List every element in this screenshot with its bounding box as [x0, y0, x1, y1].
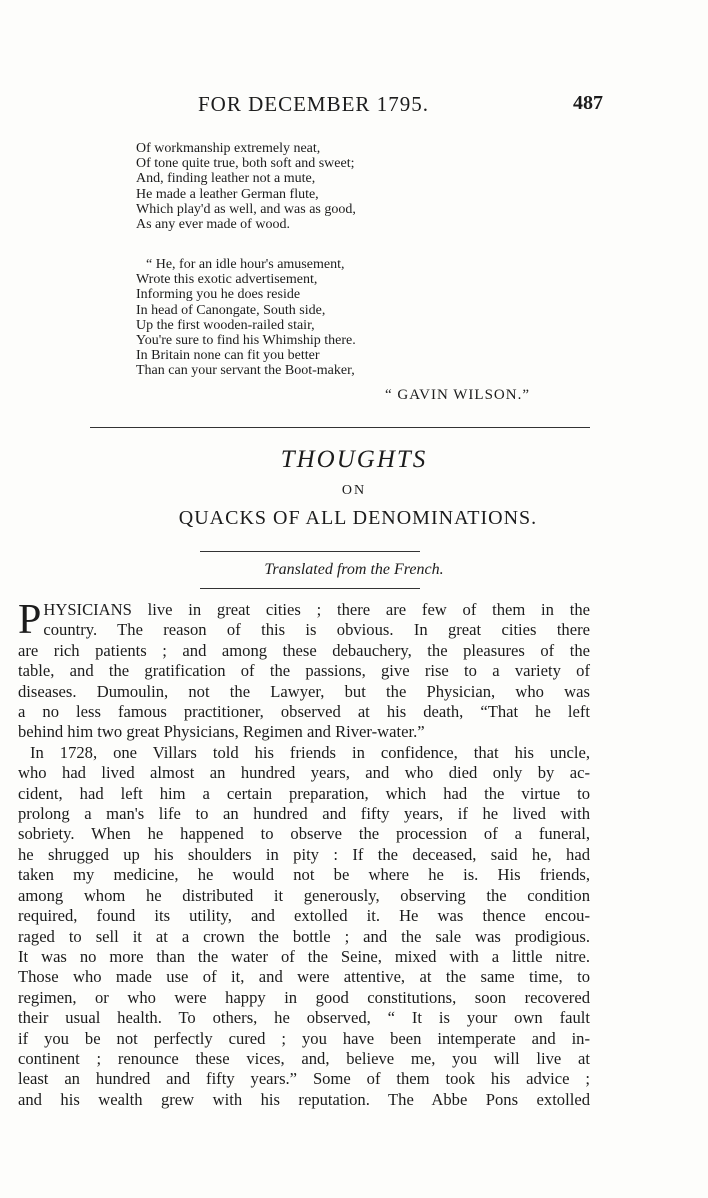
body-line: a no less famous practitioner, observed at his death, “That he left: [18, 702, 590, 722]
body-line: and his wealth grew with his reputation. The Abbe Pons extolled: [18, 1089, 590, 1109]
poem-line: “ He, for an idle hour's amusement,: [146, 257, 345, 272]
article-title-on: ON: [341, 483, 367, 498]
body-line: required, found its utility, and extolled it. He was thence encou-: [18, 906, 590, 926]
poem-line: Of workmanship extremely neat,: [136, 141, 321, 156]
poem-line: In Britain none can fit you better: [136, 348, 320, 364]
poem-line: Informing you he does reside: [136, 287, 301, 303]
section-divider: [90, 427, 590, 428]
page-number: 487: [573, 92, 603, 114]
body-line: raged to sell it at a crown the bottle ; and the sale was prodigious.: [18, 926, 590, 946]
poem-line: Wrote this exotic advertisement,: [136, 272, 318, 288]
body-line: prolong a man's life to an hundred and fifty years, if he lived with: [18, 804, 590, 824]
poem-line: As any ever made of wood.: [136, 217, 290, 233]
body-line: It was no more than the water of the Seine, mixed with a little nitre.: [18, 946, 590, 966]
translation-note: Translated from the French.: [264, 561, 444, 578]
poem-line: Which play'd as well, and was as good,: [136, 201, 356, 217]
body-line: HYSICIANS live in great cities ; there are few of them in the: [43, 600, 590, 619]
poem-line: And, finding leather not a mute,: [136, 171, 316, 187]
body-line: he shrugged up his shoulders in pity : If the deceased, said he, had: [18, 844, 590, 864]
body-line: if you be not perfectly cured ; you have been intemperate and in-: [18, 1028, 590, 1048]
body-line: table, and the gratification of the passions, give rise to a variety of: [18, 661, 590, 681]
body-line: taken my medicine, he would not be where he is. His friends,: [18, 865, 590, 885]
subtitle-rule-top: [200, 551, 420, 552]
body-line: sobriety. When he happened to observe the procession of a funeral,: [18, 824, 590, 844]
body-line: diseases. Dumoulin, not the Lawyer, but the Physician, who was: [18, 681, 590, 701]
poem-line: You're sure to find his Whimship there.: [136, 333, 356, 349]
body-line: behind him two great Physicians, Regimen and River-water.”: [18, 722, 425, 742]
poem-stanza-1: [136, 141, 356, 232]
poem-line: Than can your servant the Boot-maker,: [136, 363, 355, 379]
body-line: cident, had left him a certain preparation, which had the virtue to: [18, 783, 590, 803]
body-line: In 1728, one Villars told his friends in confidence, that his uncle,: [30, 742, 590, 762]
body-line: continent ; renounce these vices, and, believe me, you will live at: [18, 1048, 590, 1068]
poem-line: He made a leather German flute,: [136, 186, 319, 202]
drop-cap: P: [18, 597, 42, 643]
poem-line: Of tone quite true, both soft and sweet;: [136, 156, 355, 172]
article-subtitle: QUACKS OF ALL DENOMINATIONS.: [178, 507, 538, 529]
poem-line: In head of Canongate, South side,: [136, 302, 326, 318]
body-line: country. The reason of this is obvious. In great cities there: [43, 620, 590, 640]
body-line: regimen, or who were happy in good constitutions, soon recovered: [18, 987, 590, 1007]
body-line: Those who made use of it, and were attentive, at the same time, to: [18, 967, 590, 987]
article-body: [18, 597, 590, 1110]
running-title: FOR DECEMBER 1795.: [198, 92, 429, 116]
body-line: their usual health. To others, he observed, “ It is your own fault: [18, 1008, 590, 1028]
body-line: are rich patients ; and among these debauchery, the pleasures of the: [18, 640, 590, 660]
body-line: among whom he distributed it generously, observing the condition: [18, 885, 590, 905]
body-line: who had lived almost an hundred years, and who died only by ac-: [18, 763, 590, 783]
article-title: THOUGHTS: [280, 446, 428, 473]
poem-signature: “ GAVIN WILSON.”: [385, 387, 531, 403]
poem-line: Up the first wooden-railed stair,: [136, 317, 315, 333]
subtitle-rule-bottom: [200, 588, 420, 589]
body-line: least an hundred and fifty years.” Some of them took his advice ;: [18, 1069, 590, 1089]
poem-stanza-2: [136, 257, 356, 379]
